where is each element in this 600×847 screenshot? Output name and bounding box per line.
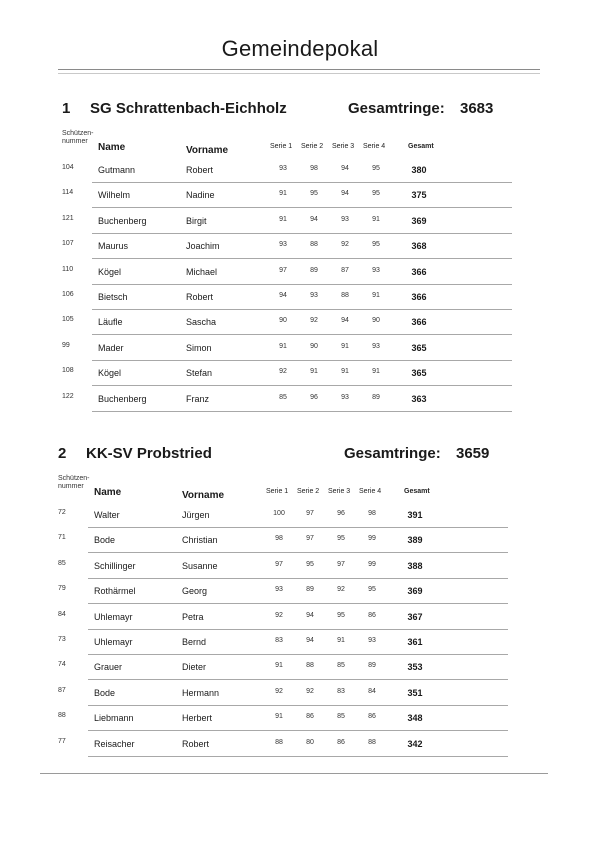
- table-row: [62, 336, 532, 361]
- last-name: Mader: [98, 342, 124, 353]
- shooter-number: 79: [58, 585, 66, 593]
- shooter-number: 104: [62, 164, 74, 171]
- table-row: [62, 183, 532, 208]
- last-name: Walter: [94, 510, 120, 520]
- total-score: 353: [407, 662, 423, 673]
- total-score: 369: [411, 215, 427, 226]
- title-divider-shadow: [58, 73, 540, 74]
- first-name: Robert: [182, 738, 210, 749]
- table-row: [58, 528, 528, 553]
- serie-3-score: 87: [341, 266, 349, 274]
- header-vorname: Vorname: [186, 145, 229, 156]
- serie-4-score: 93: [372, 342, 380, 350]
- serie-1-score: 92: [275, 687, 283, 695]
- total-score: 351: [407, 687, 423, 698]
- shooter-number: 88: [58, 712, 66, 720]
- first-name: Bernd: [182, 637, 207, 647]
- serie-4-score: 91: [372, 215, 380, 223]
- last-name: Schillinger: [94, 560, 136, 571]
- first-name: Michael: [186, 266, 218, 277]
- total-score: 388: [407, 560, 423, 571]
- serie-4-score: 98: [368, 510, 376, 517]
- shooter-number: 87: [58, 686, 66, 694]
- shooter-number: 84: [58, 610, 66, 618]
- table-row: [62, 158, 532, 183]
- total-score: 366: [411, 266, 427, 277]
- row-divider: [92, 411, 512, 412]
- shooter-number: 114: [62, 189, 74, 197]
- serie-2-score: 91: [310, 368, 318, 376]
- serie-2-score: 95: [310, 190, 318, 198]
- total-score: 365: [411, 368, 427, 379]
- serie-2-score: 97: [306, 535, 314, 543]
- serie-1-score: 94: [279, 292, 287, 299]
- total-value: 3683: [460, 100, 494, 117]
- serie-3-score: 97: [337, 560, 345, 568]
- serie-3-score: 92: [337, 586, 345, 594]
- last-name: Bode: [94, 687, 116, 698]
- serie-3-score: 94: [341, 190, 349, 198]
- serie-2-score: 90: [310, 342, 318, 350]
- header-gesamt: Gesamt: [408, 143, 434, 150]
- header-serie1: Serie 1: [270, 143, 293, 150]
- header-serie2: Serie 2: [297, 488, 320, 495]
- last-name: Rothärmel: [94, 586, 136, 597]
- total-score: 389: [407, 535, 423, 546]
- total-score: 366: [411, 292, 427, 302]
- header-serie4: Serie 4: [359, 488, 382, 495]
- table-row: [62, 234, 532, 259]
- serie-2-score: 89: [306, 586, 314, 594]
- header-serie3: Serie 3: [332, 143, 355, 150]
- header-vorname: Vorname: [182, 490, 225, 501]
- serie-4-score: 90: [372, 317, 380, 325]
- last-name: Uhlemayr: [94, 611, 133, 622]
- header-serie4: Serie 4: [363, 143, 386, 150]
- table-row: [58, 503, 528, 528]
- serie-3-score: 91: [341, 368, 349, 376]
- serie-1-score: 100: [273, 510, 285, 517]
- first-name: Robert: [186, 292, 214, 302]
- serie-3-score: 95: [337, 611, 345, 619]
- serie-4-score: 99: [368, 560, 376, 568]
- total-score: 366: [411, 317, 427, 328]
- shooter-number: 74: [58, 661, 66, 669]
- first-name: Petra: [182, 611, 204, 622]
- page-title: Gemeindepokal: [221, 36, 379, 61]
- first-name: Joachim: [186, 241, 220, 252]
- total-score: 361: [407, 637, 423, 647]
- shooter-number: 99: [62, 341, 70, 349]
- serie-3-score: 83: [337, 687, 345, 695]
- serie-4-score: 88: [368, 738, 376, 746]
- table-row: [58, 732, 528, 757]
- serie-1-score: 91: [279, 190, 287, 198]
- serie-3-score: 95: [337, 535, 345, 543]
- serie-2-score: 97: [306, 510, 314, 517]
- serie-2-score: 93: [310, 292, 318, 299]
- title-divider: [58, 69, 540, 70]
- first-name: Simon: [186, 342, 212, 353]
- serie-3-score: 91: [337, 637, 345, 644]
- serie-2-score: 88: [310, 241, 318, 249]
- first-name: Stefan: [186, 368, 213, 379]
- serie-1-score: 93: [279, 165, 287, 172]
- first-name: Hermann: [182, 687, 220, 698]
- last-name: Wilhelm: [98, 190, 131, 201]
- first-name: Sascha: [186, 317, 217, 328]
- first-name: Birgit: [186, 215, 207, 226]
- shooter-number: 108: [62, 367, 74, 375]
- first-name: Susanne: [182, 560, 218, 571]
- first-name: Dieter: [182, 662, 207, 673]
- serie-1-score: 92: [275, 611, 283, 619]
- club-name: KK-SV Probstried: [86, 445, 212, 462]
- serie-1-score: 88: [275, 738, 283, 746]
- table-row: [58, 706, 528, 731]
- last-name: Grauer: [94, 662, 123, 673]
- serie-2-score: 88: [306, 662, 314, 670]
- serie-4-score: 95: [368, 586, 376, 594]
- last-name: Kögel: [98, 266, 122, 277]
- serie-4-score: 91: [372, 368, 380, 376]
- bottom-divider: [40, 773, 548, 774]
- serie-2-score: 94: [306, 611, 314, 619]
- first-name: Robert: [186, 165, 214, 175]
- serie-4-score: 93: [372, 266, 380, 274]
- shooter-number: 107: [62, 240, 74, 248]
- total-score: 369: [407, 586, 423, 597]
- team-rank: 2: [58, 445, 67, 462]
- total-score: 365: [411, 342, 427, 353]
- total-score: 367: [407, 611, 423, 622]
- last-name: Maurus: [98, 241, 129, 252]
- shooter-number: 106: [62, 291, 74, 298]
- serie-2-score: 80: [306, 738, 314, 746]
- header-serie3: Serie 3: [328, 488, 351, 495]
- last-name: Liebmann: [94, 713, 134, 724]
- serie-4-score: 91: [372, 292, 380, 299]
- total-score: 363: [411, 393, 427, 404]
- serie-1-score: 93: [279, 241, 287, 249]
- table-row: [62, 310, 532, 335]
- last-name: Buchenberg: [98, 393, 147, 404]
- serie-3-score: 93: [341, 215, 349, 223]
- last-name: Bietsch: [98, 292, 128, 302]
- serie-3-score: 91: [341, 342, 349, 350]
- serie-3-score: 85: [337, 662, 345, 670]
- serie-3-score: 94: [341, 317, 349, 325]
- last-name: Uhlemayr: [94, 637, 133, 647]
- total-label: Gesamtringe:: [348, 100, 445, 117]
- serie-4-score: 86: [368, 713, 376, 721]
- serie-1-score: 83: [275, 637, 283, 644]
- last-name: Gutmann: [98, 165, 136, 175]
- total-score: 391: [407, 510, 423, 520]
- serie-2-score: 98: [310, 165, 318, 172]
- serie-2-score: 86: [306, 713, 314, 721]
- first-name: Franz: [186, 393, 210, 404]
- table-row: [62, 209, 532, 234]
- serie-4-score: 86: [368, 611, 376, 619]
- serie-1-score: 97: [275, 560, 283, 568]
- table-row: [58, 579, 528, 604]
- last-name: Bode: [94, 535, 116, 546]
- last-name: Läufle: [98, 317, 123, 328]
- serie-4-score: 95: [372, 190, 380, 198]
- serie-4-score: 84: [368, 687, 376, 695]
- serie-1-score: 91: [279, 342, 287, 350]
- serie-3-score: 88: [341, 292, 349, 299]
- serie-2-score: 92: [306, 687, 314, 695]
- serie-3-score: 92: [341, 241, 349, 249]
- total-score: 348: [407, 713, 423, 724]
- last-name: Buchenberg: [98, 215, 147, 226]
- serie-3-score: 93: [341, 393, 349, 401]
- shooter-number: 122: [62, 392, 74, 400]
- serie-1-score: 93: [275, 586, 283, 594]
- table-row: [62, 361, 532, 386]
- header-name: Name: [94, 487, 122, 498]
- shooter-number: 105: [62, 316, 74, 324]
- table-row: [58, 630, 528, 655]
- first-name: Herbert: [182, 713, 213, 724]
- serie-2-score: 96: [310, 393, 318, 401]
- table-row: [62, 260, 532, 285]
- serie-1-score: 90: [279, 317, 287, 325]
- header-schuetzennummer: Schützen- nummer: [58, 475, 90, 490]
- serie-1-score: 91: [275, 662, 283, 670]
- first-name: Nadine: [186, 190, 215, 201]
- serie-4-score: 99: [368, 535, 376, 543]
- shooter-number: 110: [62, 265, 74, 273]
- serie-2-score: 94: [310, 215, 318, 223]
- header-gesamt: Gesamt: [404, 488, 430, 495]
- serie-1-score: 85: [279, 393, 287, 401]
- shooter-number: 71: [58, 534, 66, 542]
- total-score: 368: [411, 241, 427, 252]
- header-serie1: Serie 1: [266, 488, 289, 495]
- club-name: SG Schrattenbach-Eichholz: [90, 100, 287, 117]
- table-row: [58, 655, 528, 680]
- total-score: 342: [407, 738, 423, 749]
- serie-1-score: 91: [275, 713, 283, 721]
- serie-2-score: 94: [306, 637, 314, 644]
- total-label: Gesamtringe:: [344, 445, 441, 462]
- first-name: Georg: [182, 586, 208, 597]
- shooter-number: 121: [62, 214, 74, 222]
- serie-1-score: 98: [275, 535, 283, 543]
- serie-3-score: 96: [337, 510, 345, 517]
- serie-4-score: 95: [372, 165, 380, 172]
- serie-4-score: 89: [372, 393, 380, 401]
- row-divider: [88, 756, 508, 757]
- table-row: [58, 605, 528, 630]
- first-name: Christian: [182, 535, 218, 546]
- serie-3-score: 94: [341, 165, 349, 172]
- header-serie2: Serie 2: [301, 143, 324, 150]
- total-value: 3659: [456, 445, 490, 462]
- column-header-row: [58, 475, 528, 505]
- serie-1-score: 91: [279, 215, 287, 223]
- header-name: Name: [98, 142, 126, 153]
- team-rank: 1: [62, 100, 71, 117]
- section-header: [62, 96, 532, 122]
- table-row: [58, 554, 528, 579]
- column-header-row: [62, 130, 532, 160]
- first-name: Jürgen: [182, 510, 210, 520]
- serie-2-score: 89: [310, 266, 318, 274]
- serie-2-score: 95: [306, 560, 314, 568]
- table-row: [62, 387, 532, 412]
- shooter-number: 73: [58, 636, 66, 643]
- serie-1-score: 92: [279, 368, 287, 376]
- serie-4-score: 93: [368, 637, 376, 644]
- last-name: Reisacher: [94, 738, 135, 749]
- total-score: 375: [411, 190, 427, 201]
- section-header: [58, 441, 528, 467]
- header-schuetzennummer: Schützen- nummer: [62, 130, 94, 145]
- serie-3-score: 86: [337, 738, 345, 746]
- shooter-number: 72: [58, 509, 66, 516]
- table-row: [62, 285, 532, 310]
- serie-4-score: 95: [372, 241, 380, 249]
- shooter-number: 85: [58, 559, 66, 567]
- last-name: Kögel: [98, 368, 122, 379]
- total-score: 380: [411, 165, 427, 175]
- shooter-number: 77: [58, 737, 66, 745]
- serie-3-score: 85: [337, 713, 345, 721]
- table-row: [58, 681, 528, 706]
- serie-1-score: 97: [279, 266, 287, 274]
- serie-2-score: 92: [310, 317, 318, 325]
- serie-4-score: 89: [368, 662, 376, 670]
